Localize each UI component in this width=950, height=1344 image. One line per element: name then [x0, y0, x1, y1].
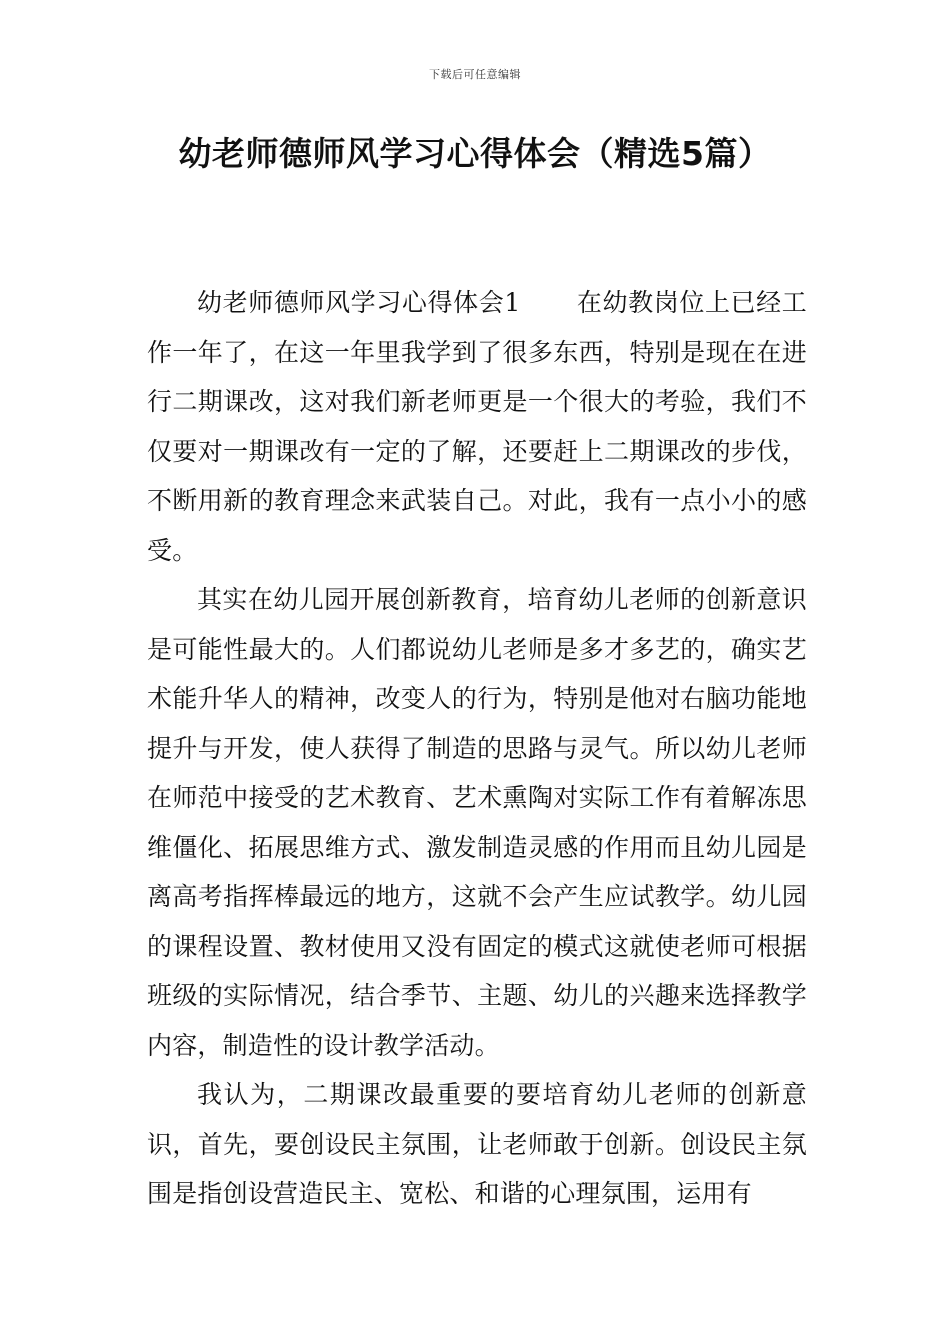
section-heading: 幼老师德师风学习心得体会1 [197, 288, 521, 317]
header-note: 下载后可任意编辑 [429, 68, 521, 81]
paragraph-3: 我认为，二期课改最重要的要培育幼儿老师的创新意识，首先，要创设民主氛围，让老师敢于创新。创设民主氛围是指创设营造民主、宽松、和谐的心理氛围，运用有 [147, 1080, 807, 1208]
paragraph-2: 其实在幼儿园开展创新教育，培育幼儿老师的创新意识是可能性最大的。人们都说幼儿老师是多才多艺的，确实艺术能升华人的精神，改变人的行为，特别是他对右脑功能地提升与开发，使人获得了制造的思路与灵气。所以幼儿老师在师范中接受的艺术教育、艺术熏陶对实际工作有着解冻思维僵化、拓展思维方式、激发制造灵感的作用而且幼儿园是离高考指挥棒最远的地方，这就不会产生应试教学。幼儿园的课程设置、教材使用又没有固定的模式这就使老师可根据班级的实际情况，结合季节、主题、幼儿的兴趣来选择教学内容，制造性的设计教学活动。 [147, 585, 807, 1060]
paragraph-1 [147, 278, 807, 575]
document-body [147, 278, 807, 1219]
document-title: 幼老师德师风学习心得体会（精选5篇） [178, 134, 772, 173]
paragraph-1-text: 在幼教岗位上已经工作一年了，在这一年里我学到了很多东西，特别是现在在进行二期课改，这对我们新老师更是一个很大的考验，我们不仅要对一期课改有一定的了解，还要赶上二期课改的步伐，不断用新的教育理念来武装自己。对此，我有一点小小的感受。 [147, 288, 807, 565]
